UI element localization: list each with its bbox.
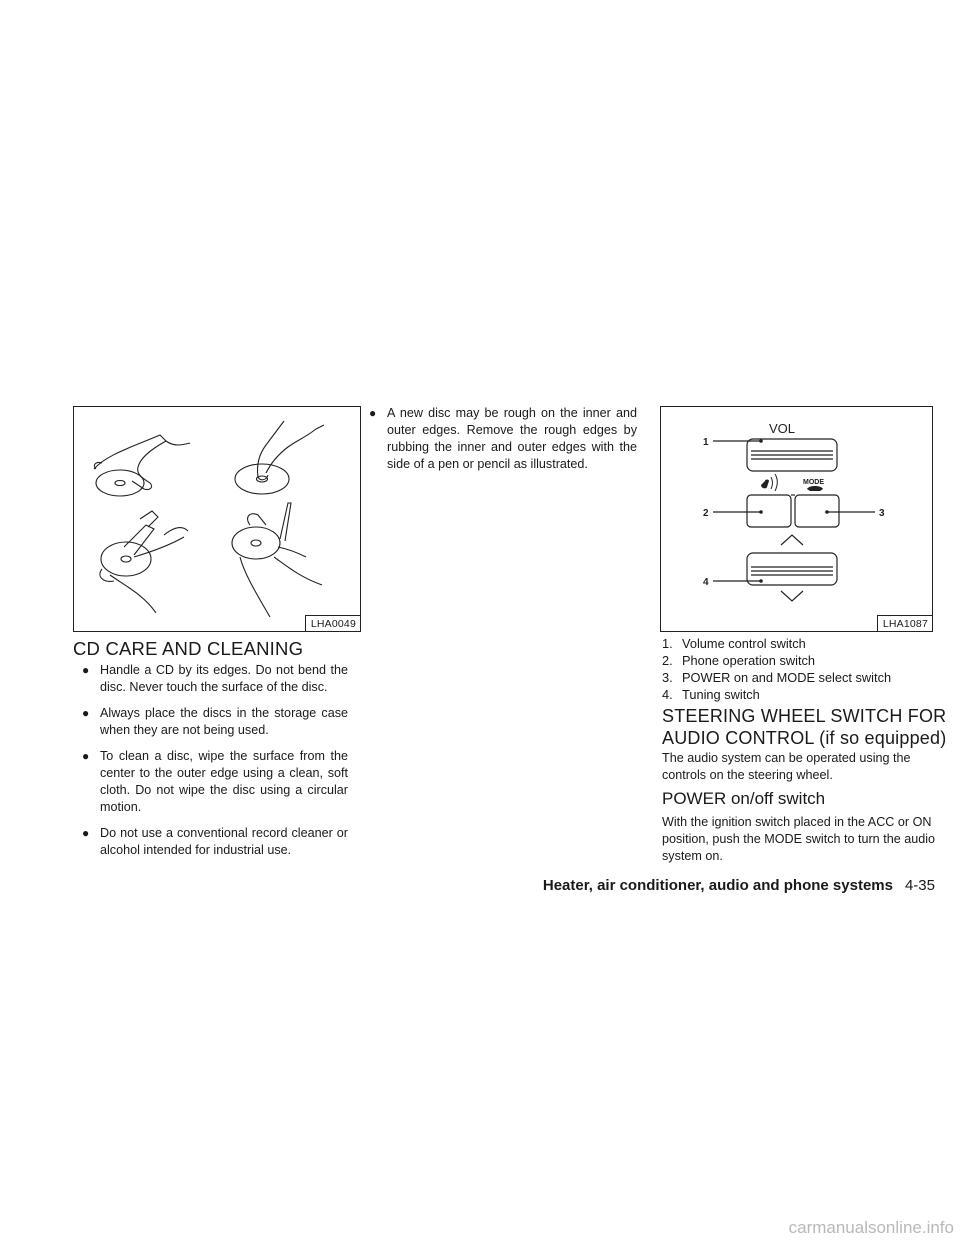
power-switch-text: With the ignition switch placed in the ACC or ON position, push the MODE switch to turn the audio system on. bbox=[662, 815, 936, 863]
list-item: ● Always place the discs in the storage case when they are not being used. bbox=[82, 706, 348, 737]
list-item: 1. Volume control switch bbox=[662, 636, 806, 651]
vol-label: VOL bbox=[769, 421, 796, 436]
footer-section-title: Heater, air conditioner, audio and phone systems bbox=[542, 877, 893, 894]
mode-button-shape bbox=[795, 495, 839, 527]
cd-handling-illustration-icon bbox=[74, 407, 359, 630]
callout-3: 3 bbox=[879, 508, 885, 519]
watermark: carmanualsonline.info bbox=[788, 1218, 954, 1237]
steering-switch-diagram bbox=[661, 407, 931, 630]
steering-switch-figure bbox=[660, 406, 933, 632]
cd-care-heading: CD CARE AND CLEANING bbox=[73, 638, 304, 659]
list-item: 2. Phone operation switch bbox=[662, 653, 816, 668]
list-item: ● To clean a disc, wipe the surface from the center to the outer edge using a clean, soft cloth. Do not wipe the disc using a circular motion. bbox=[82, 749, 348, 814]
list-item: ● A new disc may be rough on the inner and outer edges. Remove the rough edges by rubbing the inner and outer edges with the side of a pen or pencil as illustrated. bbox=[369, 406, 637, 471]
phone-icon bbox=[761, 480, 769, 489]
phone-button-shape bbox=[747, 495, 791, 527]
tune-down-chevron bbox=[781, 591, 803, 601]
page-number: 4-35 bbox=[904, 877, 935, 894]
figure-label-lha0049: LHA0049 bbox=[305, 615, 360, 631]
power-switch-heading: POWER on/off switch bbox=[662, 789, 826, 808]
tune-up-chevron bbox=[781, 535, 803, 545]
callout-4: 4 bbox=[703, 577, 709, 588]
cd-care-bullets-middle bbox=[369, 405, 637, 482]
cd-care-bullets-left bbox=[82, 662, 348, 868]
mode-label: MODE bbox=[803, 479, 824, 486]
figure-label-lha1087: LHA1087 bbox=[877, 615, 932, 631]
list-item: 4. Tuning switch bbox=[662, 687, 760, 702]
callout-1: 1 bbox=[703, 437, 709, 448]
list-item: ● Handle a CD by its edges. Do not bend the disc. Never touch the surface of the disc. bbox=[82, 663, 348, 694]
callout-2: 2 bbox=[703, 508, 709, 519]
voice-icon bbox=[771, 474, 777, 491]
list-item: 3. POWER on and MODE select switch bbox=[662, 670, 892, 685]
cd-care-figure bbox=[73, 406, 361, 632]
switch-numbered-list bbox=[662, 635, 942, 703]
steering-intro-text: The audio system can be operated using the controls on the steering wheel. bbox=[662, 751, 911, 782]
page-footer bbox=[543, 877, 935, 894]
list-item: ● Do not use a conventional record cleaner or alcohol intended for industrial use. bbox=[82, 826, 348, 857]
steering-switch-heading: STEERING WHEEL SWITCH FOR AUDIO CONTROL (if so equipped) bbox=[662, 706, 947, 748]
hangup-phone-icon bbox=[807, 486, 823, 491]
